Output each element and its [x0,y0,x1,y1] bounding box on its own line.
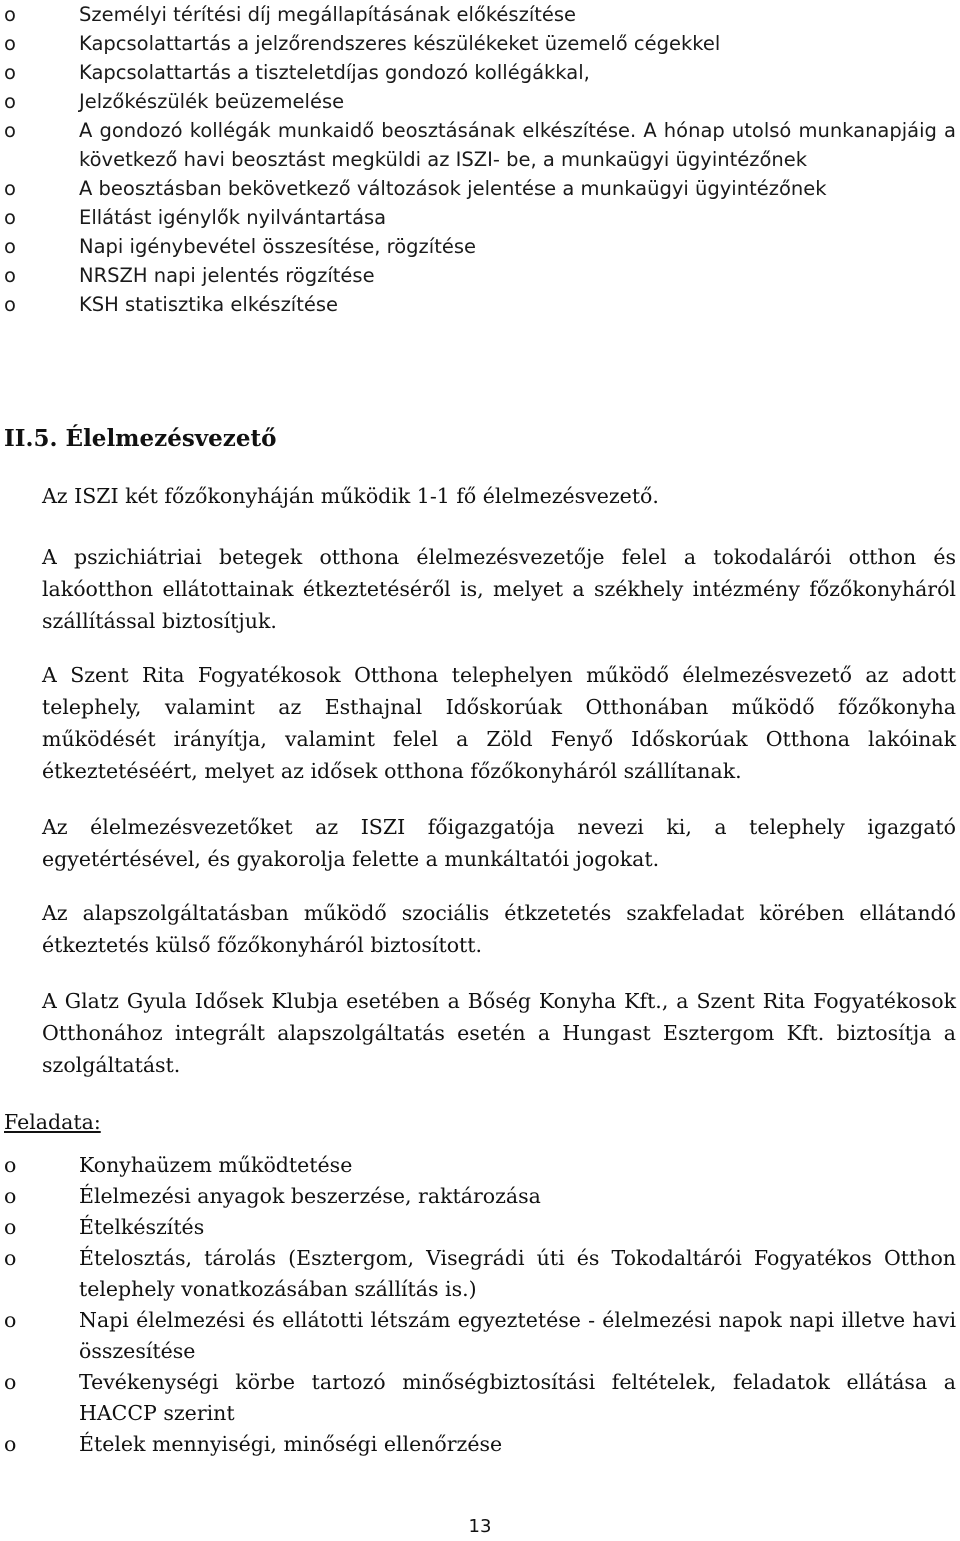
list-item: o Jelzőkészülék beüzemelése [4,87,956,116]
list-item: o Élelmezési anyagok beszerzése, raktározása [4,1181,956,1212]
paragraph: A pszichiátriai betegek otthona élelmezésvezetője felel a tokodalárói otthon és lakóotthon ellátottainak étkeztetéséről is, melyet a székhely intézmény főzőkonyháról szállítással biztosítjuk. [42,545,956,633]
list-item: o A gondozó kollégák munkaidő beosztásának elkészítése. A hónap utolsó munkanapjáig a következő havi beosztást megküldi az ISZI- be, a munkaügyi ügyintézőnek [4,116,956,174]
tasks-label: Feladata: [4,1110,101,1134]
paragraph: Az alapszolgáltatásban működő szociális étkzetetés szakfeladat körében ellátandó étkeztetés külső főzőkonyháról biztosított. [42,901,956,957]
list-item: o Napi igénybevétel összesítése, rögzítése [4,232,956,261]
list-item: o Tevékenységi körbe tartozó minőségbiztosítási feltételek, feladatok ellátása a HACCP szerint [4,1367,956,1429]
bullet-marker: o [4,206,16,229]
bullet-marker: o [4,235,16,258]
bullet-marker: o [4,3,16,26]
list-item: o KSH statisztika elkészítése [4,290,956,319]
bullet-marker: o [4,90,16,113]
paragraph: Az élelmezésvezetőket az ISZI főigazgatója nevezi ki, a telephely igazgató egyetértésével, és gyakorolja felette a munkáltatói jogokat. [42,815,956,871]
paragraph: A Szent Rita Fogyatékosok Otthona telephelyen működő élelmezésvezető az adott telephely, valamint az Esthajnal Időskorúak Otthonában működő főzőkonyha működését irányítja, valamint felel a Zöld Fenyő Időskorúak Otthona lakóinak étkeztetéséért, melyet az idősek otthona főzőkonyháról szállítanak. [42,663,956,783]
list-item: o Személyi térítési díj megállapításának előkészítése [4,0,956,29]
list-item: o Ételosztás, tárolás (Esztergom, Visegrádi úti és Tokodaltárói Fogyatékos Otthon telephely vonatkozásában szállítás is.) [4,1243,956,1305]
bullet-marker: o [4,177,16,200]
section-heading: II.5. Élelmezésvezető [4,425,277,452]
bullet-marker: o [4,264,16,287]
bullet-marker: o [4,1432,17,1456]
bullet-marker: o [4,1153,17,1177]
list-item: o NRSZH napi jelentés rögzítése [4,261,956,290]
list-item: o Ételek mennyiségi, minőségi ellenőrzése [4,1429,956,1460]
top-bullet-list [4,0,956,319]
list-item: o Ételkészítés [4,1212,956,1243]
bullet-marker: o [4,119,16,142]
bullet-marker: o [4,61,16,84]
paragraph: A Glatz Gyula Idősek Klubja esetében a Bőség Konyha Kft., a Szent Rita Fogyatékosok Otthonához integrált alapszolgáltatás esetén a Hungast Esztergom Kft. biztosítja a szolgáltatást. [42,989,956,1077]
list-item: o Kapcsolattartás a tiszteletdíjas gondozó kollégákkal, [4,58,956,87]
list-item: o Kapcsolattartás a jelzőrendszeres készülékeket üzemelő cégekkel [4,29,956,58]
page-number: 13 [468,1516,492,1537]
bullet-marker: o [4,1246,17,1270]
paragraph: Az ISZI két főzőkonyháján működik 1-1 fő élelmezésvezető. [42,484,659,508]
bullet-marker: o [4,1184,17,1208]
bullet-marker: o [4,293,16,316]
list-item: o Konyhaüzem működtetése [4,1150,956,1181]
list-item: o Ellátást igénylők nyilvántartása [4,203,956,232]
bullet-marker: o [4,32,16,55]
list-item: o A beosztásban bekövetkező változások jelentése a munkaügyi ügyintézőnek [4,174,956,203]
task-bullet-list [4,1150,956,1460]
list-item: o Napi élelmezési és ellátotti létszám egyeztetése - élelmezési napok napi illetve havi összesítése [4,1305,956,1367]
bullet-marker: o [4,1215,17,1239]
bullet-marker: o [4,1370,17,1394]
bullet-marker: o [4,1308,17,1332]
